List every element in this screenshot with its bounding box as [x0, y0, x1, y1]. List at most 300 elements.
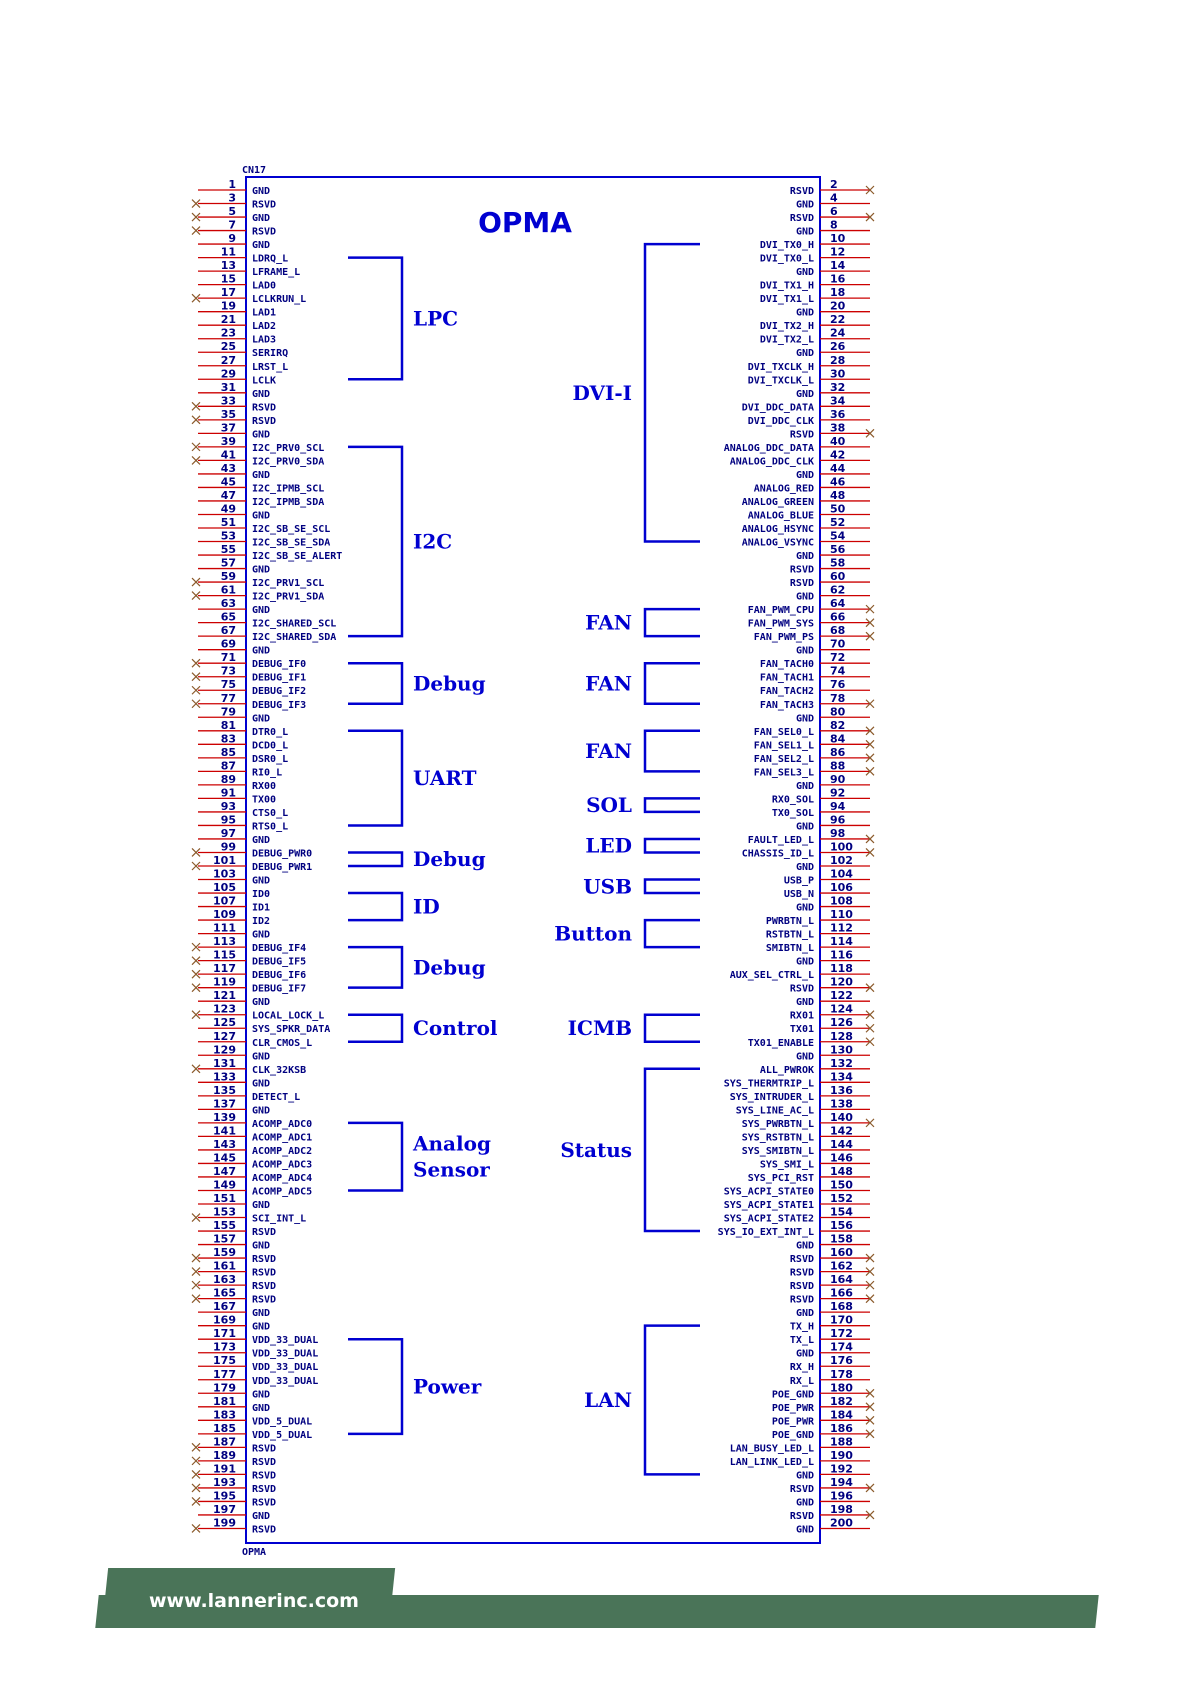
pin-number: 24: [830, 326, 846, 340]
pin-number: 163: [213, 1273, 236, 1287]
pin-number: 37: [220, 421, 236, 435]
pin-label: ANALOG_DDC_CLK: [729, 456, 814, 468]
pin-label: LCLK: [252, 375, 277, 387]
pin-label: RX0_SOL: [771, 794, 814, 806]
pin-label: GND: [252, 645, 271, 657]
pin-number: 183: [213, 1408, 236, 1422]
pin-label: FAN_SEL2_L: [753, 753, 814, 765]
pin-number: 72: [830, 651, 846, 665]
pin-label: I2C_SB_SE_SDA: [252, 537, 331, 549]
pin-number: 130: [830, 1043, 853, 1057]
pin-label: VDD_33_DUAL: [252, 1348, 319, 1360]
group-label: SOL: [586, 793, 632, 818]
pin-label: VDD_33_DUAL: [252, 1362, 319, 1374]
pin-number: 38: [830, 421, 846, 435]
pin-number: 70: [830, 637, 846, 651]
pin-label: LAD0: [252, 280, 277, 292]
footer-url[interactable]: www.lannerinc.com: [149, 1590, 359, 1612]
pin-label: TX_L: [789, 1335, 814, 1347]
pin-number: 92: [830, 786, 846, 800]
pin-label: SYS_ACPI_STATE2: [723, 1213, 814, 1225]
pin-number: 143: [213, 1137, 236, 1151]
pin-number: 174: [830, 1340, 853, 1354]
pin-number: 153: [213, 1205, 236, 1219]
pin-label: GND: [252, 240, 271, 252]
pin-label: FAN_PWM_PS: [753, 632, 814, 644]
pin-number: 160: [830, 1246, 853, 1260]
pin-number: 63: [220, 597, 236, 611]
pin-label: RSVD: [789, 1483, 814, 1495]
pin-number: 42: [830, 448, 846, 462]
pin-number: 21: [220, 313, 236, 327]
pin-number: 94: [830, 799, 846, 813]
pin-number: 51: [220, 516, 236, 529]
group-label: Control: [413, 1016, 498, 1041]
pin-number: 150: [830, 1178, 853, 1192]
pin-label: VDD_5_DUAL: [252, 1429, 313, 1441]
pin-number: 102: [830, 854, 853, 867]
pin-label: RSVD: [252, 1267, 277, 1279]
pin-number: 96: [830, 813, 846, 827]
pin-label: SYS_SMI_L: [759, 1159, 814, 1171]
pin-number: 83: [220, 732, 236, 746]
pin-label: DVI_DDC_DATA: [741, 402, 814, 414]
pin-number: 157: [213, 1232, 236, 1246]
pin-label: GND: [795, 997, 814, 1009]
pin-number: 155: [213, 1219, 236, 1233]
pin-number: 39: [220, 434, 236, 448]
pin-label: FAN_TACH1: [759, 672, 814, 684]
pin-label: POE_GND: [771, 1389, 814, 1401]
pin-number: 90: [830, 772, 846, 786]
footer-bar: [97, 1568, 1097, 1630]
group-label: LAN: [584, 1388, 632, 1413]
pin-number: 125: [213, 1016, 236, 1030]
pin-number: 16: [830, 272, 846, 286]
pin-label: GND: [795, 348, 814, 360]
pin-label: RSVD: [789, 429, 814, 441]
pin-label: GND: [795, 956, 814, 968]
pin-label: RX_L: [789, 1375, 814, 1387]
pin-label: ACOMP_ADC4: [252, 1172, 313, 1184]
pin-number: 69: [220, 637, 236, 651]
pin-label: DEBUG_IF0: [252, 659, 307, 671]
pin-number: 78: [830, 691, 846, 705]
pin-label: GND: [795, 780, 814, 792]
pin-number: 19: [220, 299, 236, 313]
group-label: UART: [413, 766, 477, 791]
pin-number: 31: [220, 380, 236, 394]
pin-number: 55: [220, 543, 236, 557]
pin-label: DCD0_L: [252, 740, 289, 752]
pin-number: 2: [830, 178, 838, 191]
pin-label: VDD_33_DUAL: [252, 1335, 319, 1347]
pin-number: 161: [213, 1259, 236, 1273]
pin-label: GND: [795, 267, 814, 279]
pin-number: 188: [830, 1435, 853, 1449]
pin-number: 106: [830, 881, 853, 895]
pin-label: RSVD: [789, 186, 814, 197]
pin-label: DEBUG_IF5: [252, 956, 307, 968]
pin-number: 77: [220, 691, 236, 705]
pin-label: RI0_L: [252, 767, 283, 779]
pin-number: 3: [228, 191, 236, 205]
pin-label: FAN_SEL0_L: [753, 726, 814, 738]
pin-number: 193: [213, 1475, 236, 1489]
group-label: Analog: [413, 1131, 491, 1156]
pin-number: 196: [830, 1489, 853, 1503]
pin-number: 116: [830, 948, 853, 962]
pin-number: 49: [220, 502, 236, 516]
pin-label: RSTBTN_L: [765, 929, 814, 941]
pin-number: 165: [213, 1286, 236, 1300]
pin-number: 129: [213, 1043, 236, 1057]
pin-label: SYS_ACPI_STATE1: [723, 1200, 814, 1211]
pin-number: 73: [220, 664, 236, 678]
pin-label: SYS_ACPI_STATE0: [723, 1186, 814, 1198]
pin-number: 10: [830, 232, 846, 246]
pin-number: 62: [830, 583, 846, 597]
pin-number: 113: [213, 935, 236, 949]
pin-number: 67: [220, 624, 236, 638]
pin-label: SYS_PCI_RST: [747, 1172, 814, 1184]
pin-label: DEBUG_IF1: [252, 672, 307, 684]
pin-label: GND: [795, 645, 814, 657]
pin-label: ANALOG_GREEN: [741, 496, 814, 508]
pin-label: I2C_IPMB_SDA: [252, 496, 325, 508]
pin-number: 195: [213, 1489, 236, 1503]
pin-number: 187: [213, 1435, 236, 1449]
pin-label: GND: [795, 902, 814, 914]
connector-body: [246, 177, 820, 1543]
pin-label: DSR0_L: [252, 753, 289, 765]
pin-label: RSVD: [789, 1267, 814, 1279]
pin-label: ACOMP_ADC0: [252, 1118, 313, 1130]
pin-number: 57: [220, 556, 236, 570]
pin-label: RX00: [252, 780, 277, 792]
pin-label: DEBUG_IF3: [252, 699, 307, 711]
pin-label: PWRBTN_L: [765, 916, 814, 928]
pin-number: 7: [228, 218, 236, 232]
pin-label: SYS_RSTBTN_L: [741, 1132, 814, 1144]
pin-number: 100: [830, 840, 853, 854]
pin-number: 46: [830, 475, 846, 489]
pin-label: POE_GND: [771, 1429, 814, 1441]
pin-number: 88: [830, 759, 846, 773]
pin-label: GND: [252, 388, 271, 400]
pin-label: RSVD: [252, 1483, 277, 1495]
pin-label: SYS_THERMTRIP_L: [723, 1078, 814, 1090]
pin-label: SYS_PWRBTN_L: [741, 1118, 814, 1130]
pin-number: 171: [213, 1327, 236, 1341]
pin-number: 140: [830, 1110, 853, 1124]
pin-label: RSVD: [789, 1281, 814, 1293]
pin-label: DEBUG_PWR1: [252, 862, 313, 873]
pin-label: GND: [252, 605, 271, 617]
pin-label: DEBUG_IF2: [252, 686, 307, 698]
pin-label: DVI_DDC_CLK: [747, 415, 814, 427]
pin-label: GND: [252, 1200, 271, 1211]
pin-number: 194: [830, 1475, 853, 1489]
pin-number: 45: [220, 475, 236, 489]
pin-label: ANALOG_DDC_DATA: [723, 442, 814, 454]
pin-number: 138: [830, 1097, 853, 1111]
pin-number: 115: [213, 948, 236, 962]
pin-label: FAN_PWM_CPU: [747, 605, 814, 617]
pin-label: CTS0_L: [252, 807, 289, 819]
pin-label: CHASSIS_ID_L: [741, 848, 814, 860]
pin-label: GND: [252, 429, 271, 441]
pin-number: 185: [213, 1421, 236, 1435]
pin-label: GND: [795, 199, 814, 211]
pin-number: 156: [830, 1219, 853, 1233]
pin-label: I2C_SHARED_SDA: [252, 632, 337, 644]
pin-label: SYS_LINE_AC_L: [735, 1105, 814, 1117]
pin-number: 104: [830, 867, 853, 881]
pin-number: 191: [213, 1462, 236, 1476]
group-label: Sensor: [413, 1157, 490, 1182]
pin-number: 74: [830, 664, 846, 678]
pin-number: 56: [830, 543, 846, 557]
pin-number: 22: [830, 313, 846, 327]
pin-label: GND: [252, 213, 271, 225]
connector-ref-top: CN17: [242, 165, 267, 176]
pin-label: I2C_PRV0_SDA: [252, 456, 325, 468]
pin-label: GND: [252, 1402, 271, 1414]
pin-number: 173: [213, 1340, 236, 1354]
pin-label: RX01: [789, 1010, 814, 1022]
pin-label: GND: [795, 1348, 814, 1360]
pin-number: 68: [830, 624, 846, 638]
pin-label: ANALOG_HSYNC: [741, 524, 814, 535]
pin-label: DEBUG_IF7: [252, 983, 307, 995]
pin-label: ANALOG_RED: [753, 483, 814, 495]
group-label: Button: [554, 921, 632, 946]
pin-label: SYS_INTRUDER_L: [729, 1091, 814, 1103]
pin-number: 26: [830, 340, 846, 354]
pin-number: 61: [220, 583, 236, 597]
pin-number: 50: [830, 502, 846, 516]
pin-number: 139: [213, 1110, 236, 1124]
pin-label: RSVD: [252, 199, 277, 211]
pin-number: 131: [213, 1056, 236, 1070]
pin-number: 117: [213, 962, 236, 976]
pin-label: RSVD: [252, 415, 277, 427]
pin-label: TX01: [789, 1024, 814, 1036]
pin-label: TX_H: [789, 1321, 814, 1333]
pin-label: GND: [252, 1389, 271, 1401]
pin-label: LOCAL_LOCK_L: [252, 1010, 325, 1022]
pin-label: GND: [795, 469, 814, 481]
pin-label: RSVD: [789, 983, 814, 995]
pin-label: RSVD: [252, 402, 277, 414]
pin-label: GND: [795, 1470, 814, 1482]
pin-label: SYS_SPKR_DATA: [252, 1024, 331, 1036]
pin-label: GND: [795, 591, 814, 603]
pin-number: 119: [213, 975, 236, 989]
pin-number: 86: [830, 745, 846, 759]
pin-number: 200: [830, 1516, 853, 1530]
pin-label: ACOMP_ADC5: [252, 1186, 313, 1198]
pin-label: I2C_SB_SE_ALERT: [252, 551, 343, 563]
pin-number: 43: [220, 461, 236, 475]
group-label: Status: [560, 1137, 632, 1162]
pin-number: 178: [830, 1367, 853, 1381]
group-label: FAN: [585, 610, 632, 635]
pin-label: RSVD: [789, 1254, 814, 1266]
pin-number: 76: [830, 678, 846, 692]
pin-label: SERIRQ: [252, 348, 289, 360]
group-label: FAN: [585, 739, 632, 764]
pin-number: 81: [220, 718, 236, 732]
pin-number: 147: [213, 1164, 236, 1178]
pin-label: GND: [795, 307, 814, 319]
pin-label: ALL_PWROK: [759, 1064, 814, 1076]
pin-label: VDD_33_DUAL: [252, 1375, 319, 1387]
pin-number: 1: [228, 178, 236, 191]
pin-number: 8: [830, 218, 838, 232]
pin-number: 60: [830, 570, 846, 584]
pin-number: 136: [830, 1083, 853, 1097]
pin-label: FAN_TACH0: [759, 659, 814, 671]
pin-number: 48: [830, 488, 846, 502]
pin-label: FAN_SEL1_L: [753, 740, 814, 752]
pin-number: 111: [213, 921, 236, 935]
pin-number: 114: [830, 935, 853, 949]
pin-label: RSVD: [789, 213, 814, 225]
pin-label: TX0_SOL: [771, 807, 814, 819]
pin-label: RSVD: [252, 1470, 277, 1482]
pin-number: 20: [830, 299, 846, 313]
pin-number: 29: [220, 367, 236, 381]
pin-label: DVI_TX2_H: [759, 321, 814, 333]
group-label: Debug: [413, 955, 486, 980]
pin-number: 36: [830, 407, 846, 421]
pin-label: RSVD: [789, 578, 814, 590]
pin-number: 6: [830, 205, 838, 219]
pin-number: 54: [830, 529, 846, 543]
pin-label: GND: [252, 1510, 271, 1522]
group-label: DVI-I: [572, 380, 632, 405]
pin-number: 79: [220, 705, 236, 719]
pin-number: 177: [213, 1367, 236, 1381]
pin-number: 151: [213, 1192, 236, 1205]
pin-label: GND: [252, 510, 271, 522]
pin-label: GND: [252, 997, 271, 1009]
pin-number: 158: [830, 1232, 853, 1246]
pin-label: GND: [252, 929, 271, 941]
pin-label: RSVD: [789, 564, 814, 576]
pin-number: 33: [220, 394, 236, 408]
pin-number: 13: [220, 259, 236, 273]
pin-number: 182: [830, 1394, 853, 1408]
pin-label: RSVD: [252, 226, 277, 238]
pin-number: 65: [220, 610, 236, 624]
pin-number: 190: [830, 1448, 853, 1462]
pin-label: DVI_TX1_L: [759, 294, 814, 306]
pin-number: 132: [830, 1056, 853, 1070]
pin-label: I2C_SB_SE_SCL: [252, 524, 331, 535]
pin-label: USB_P: [783, 875, 814, 887]
pin-label: DVI_TX1_H: [759, 280, 814, 292]
pin-number: 41: [220, 448, 236, 462]
pin-number: 134: [830, 1070, 853, 1084]
pin-label: DTR0_L: [252, 726, 289, 738]
pin-label: POE_PWR: [771, 1402, 814, 1414]
pin-number: 141: [213, 1124, 236, 1138]
pin-number: 142: [830, 1124, 853, 1138]
pin-label: SYS_SMIBTN_L: [741, 1145, 814, 1157]
group-label: I2C: [413, 529, 453, 554]
pin-number: 9: [228, 232, 236, 246]
pin-label: POE_PWR: [771, 1416, 814, 1428]
pin-label: LCLKRUN_L: [252, 294, 307, 306]
pin-number: 159: [213, 1246, 236, 1260]
pin-label: DETECT_L: [252, 1091, 301, 1103]
pin-number: 186: [830, 1421, 853, 1435]
pin-label: LRST_L: [252, 361, 289, 373]
pin-number: 15: [220, 272, 236, 286]
pin-number: 53: [220, 529, 236, 543]
pin-number: 135: [213, 1083, 236, 1097]
pin-number: 80: [830, 705, 846, 719]
pin-label: LAD2: [252, 321, 277, 333]
pin-number: 112: [830, 921, 853, 935]
pin-number: 133: [213, 1070, 236, 1084]
pin-number: 109: [213, 908, 236, 922]
pin-number: 58: [830, 556, 846, 570]
pin-number: 12: [830, 245, 846, 259]
pin-number: 144: [830, 1137, 853, 1151]
pin-number: 166: [830, 1286, 853, 1300]
pin-label: I2C_PRV1_SCL: [252, 578, 325, 590]
pin-number: 27: [220, 353, 236, 367]
pin-number: 66: [830, 610, 846, 624]
pin-label: DVI_TX0_H: [759, 240, 814, 252]
pin-label: RX_H: [789, 1362, 814, 1374]
pin-label: FAN_TACH2: [759, 686, 814, 698]
pin-label: GND: [795, 1524, 814, 1536]
pin-label: LAD1: [252, 307, 277, 319]
pin-label: GND: [795, 1497, 814, 1509]
pin-number: 59: [220, 570, 236, 584]
pin-number: 14: [830, 259, 846, 273]
pin-label: GND: [795, 551, 814, 563]
pin-label: ANALOG_VSYNC: [741, 537, 814, 549]
pin-label: SMIBTN_L: [765, 943, 814, 955]
pin-label: ACOMP_ADC2: [252, 1145, 313, 1157]
pin-label: I2C_SHARED_SCL: [252, 618, 337, 630]
pin-label: TX00: [252, 794, 277, 806]
pin-number: 170: [830, 1313, 853, 1327]
pin-number: 122: [830, 989, 853, 1003]
pin-label: DVI_TX0_L: [759, 253, 814, 265]
pin-label: I2C_PRV1_SDA: [252, 591, 325, 603]
group-label: Debug: [413, 847, 486, 872]
pin-label: RSVD: [252, 1497, 277, 1509]
pin-label: RSVD: [252, 1443, 277, 1455]
group-label: ICMB: [567, 1016, 632, 1041]
pin-label: DVI_TX2_L: [759, 334, 814, 346]
pin-label: GND: [252, 1105, 271, 1117]
pin-label: GND: [252, 1240, 271, 1252]
pin-label: GND: [252, 875, 271, 887]
group-label: LPC: [413, 306, 459, 331]
pin-label: VDD_5_DUAL: [252, 1416, 313, 1428]
pin-label: RSVD: [789, 1294, 814, 1306]
pin-label: GND: [252, 469, 271, 481]
pin-number: 168: [830, 1300, 853, 1314]
